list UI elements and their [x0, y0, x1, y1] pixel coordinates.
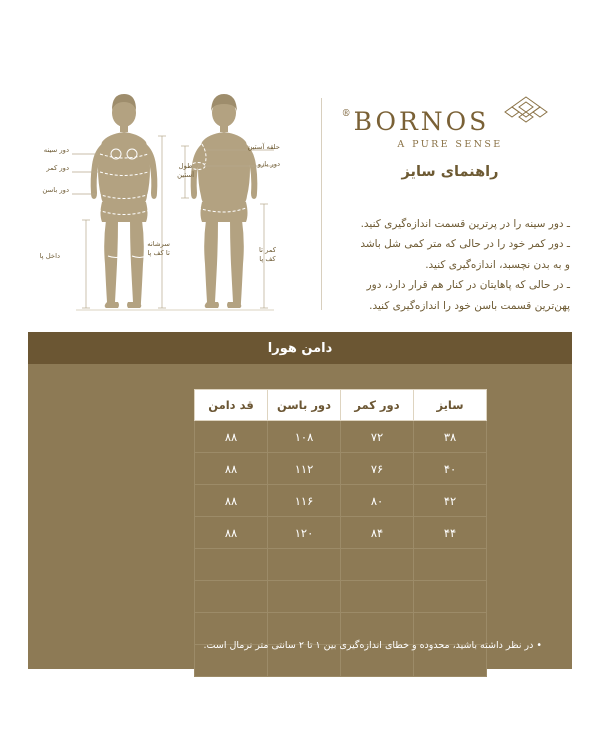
instruction-line: ـ دور سینه را در پرترین قسمت اندازه‌گیری کنید.	[360, 218, 570, 230]
brand-block	[328, 94, 572, 180]
size-table	[194, 389, 487, 677]
cell-size: ۴۲	[414, 485, 487, 517]
product-title-band	[28, 332, 572, 364]
size-guide-header-panel	[28, 80, 572, 332]
label-waist-to-floor: کمر تا کف پا	[258, 246, 276, 263]
diamond-lattice-logo-icon	[494, 94, 558, 128]
label-armhole: حلقه آستین	[247, 143, 280, 151]
cell-waist	[341, 581, 414, 613]
label-waist: دور کمر	[46, 164, 69, 172]
label-hip: دور باسن	[42, 186, 69, 194]
cell-length: ۸۸	[195, 421, 268, 453]
cell-waist: ۸۴	[341, 517, 414, 549]
column-header: سایز	[414, 390, 487, 421]
table-header-row	[195, 390, 487, 421]
product-title: دامن هورا	[267, 340, 333, 356]
instruction-line: پهن‌ترین قسمت باسن خود را اندازه‌گیری کنید.	[369, 299, 570, 312]
brand-name: BORNOS®	[341, 107, 490, 136]
cell-length: ۸۸	[195, 453, 268, 485]
cell-hip	[268, 549, 341, 581]
cell-hip: ۱۰۸	[268, 421, 341, 453]
vertical-divider	[321, 98, 322, 310]
cell-waist	[341, 549, 414, 581]
table-row	[195, 453, 487, 485]
cell-hip	[268, 581, 341, 613]
cell-size	[414, 549, 487, 581]
label-arm-circumference: دور بازو	[257, 160, 280, 168]
measurement-tolerance-note: • در نظر داشته باشید، محدوده و خطای اندازه‌گیری بین ۱ تا ۲ سانتی متر نرمال است.	[203, 640, 542, 651]
cell-length: ۸۸	[195, 485, 268, 517]
cell-hip: ۱۲۰	[268, 517, 341, 549]
instruction-line: ـ دور کمر خود را در حالی که متر کمی شل باشد	[360, 238, 570, 251]
cell-size: ۴۰	[414, 453, 487, 485]
figures-svg	[28, 80, 316, 332]
cell-length	[195, 549, 268, 581]
label-bust: دور سینه	[43, 146, 69, 154]
brand-tagline: A PURE SENSE	[397, 139, 503, 150]
cell-length: ۸۸	[195, 517, 268, 549]
label-sleeve-length: طول آستین	[177, 162, 194, 179]
label-inseam: داخل پا	[39, 252, 60, 260]
table-row	[195, 549, 487, 581]
size-table-region	[28, 364, 572, 669]
measurement-instructions	[328, 215, 570, 317]
cell-hip: ۱۱۶	[268, 485, 341, 517]
size-guide-title: راهنمای سایز	[401, 164, 499, 180]
table-row	[195, 581, 487, 613]
cell-waist: ۷۲	[341, 421, 414, 453]
cell-size	[414, 581, 487, 613]
cell-length	[195, 581, 268, 613]
instruction-line: و به بدن نچسبد، اندازه‌گیری کنید.	[425, 258, 570, 271]
cell-waist: ۸۰	[341, 485, 414, 517]
table-row	[195, 421, 487, 453]
column-header: دور کمر	[341, 390, 414, 421]
column-header: دور باسن	[268, 390, 341, 421]
registered-mark: ®	[341, 109, 354, 119]
cell-size: ۳۸	[414, 421, 487, 453]
cell-hip: ۱۱۲	[268, 453, 341, 485]
table-row	[195, 517, 487, 549]
body-measurement-diagram	[28, 80, 316, 332]
table-row	[195, 485, 487, 517]
instruction-line: ـ در حالی که پاهایتان در کنار هم قرار دارد، دور	[366, 279, 570, 292]
cell-size: ۴۴	[414, 517, 487, 549]
cell-waist: ۷۶	[341, 453, 414, 485]
column-header: قد دامن	[195, 390, 268, 421]
label-shoulder-to-floor: سرشانه تا کف پا	[147, 240, 170, 257]
